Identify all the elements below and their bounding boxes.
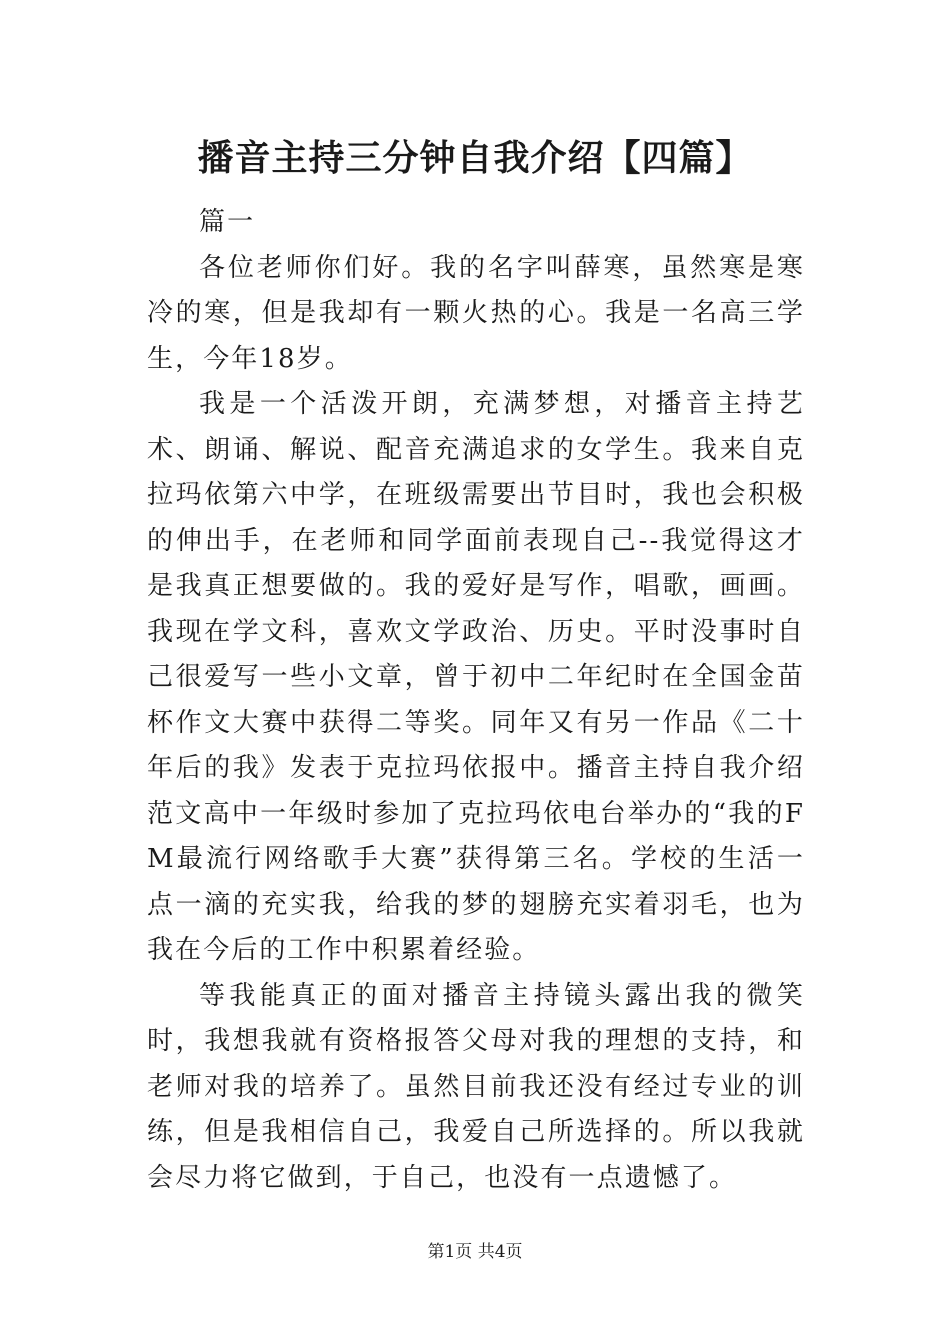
section-heading: 篇一: [199, 207, 256, 237]
paragraph-1: 各位老师你们好。我的名字叫薛寒，虽然寒是寒冷的寒，但是我却有一颗火热的心。我是一名高三学生，今年18岁。: [147, 252, 805, 374]
paragraph-2: 我是一个活泼开朗，充满梦想，对播音主持艺术、朗诵、解说、配音充满追求的女学生。我来自克拉玛依第六中学，在班级需要出节目时，我也会积极的伸出手，在老师和同学面前表现自己--我觉得这才是我真正想要做的。我的爱好是写作，唱歌，画画。我现在学文科，喜欢文学政治、历史。平时没事时自己很爱写一些小文章，曾于初中二年纪时在全国金苗杯作文大赛中获得二等奖。同年又有另一作品《二十年后的我》发表于克拉玛依报中。播音主持自我介绍范文高中一年级时参加了克拉玛依电台举办的“我的FM最流行网络歌手大赛”获得第三名。学校的生活一点一滴的充实我，给我的梦的翅膀充实着羽毛，也为我在今后的工作中积累着经验。: [147, 389, 805, 965]
document-body: [147, 200, 805, 1201]
page-number: 第1页 共4页: [427, 1242, 523, 1262]
document-title: 播音主持三分钟自我介绍【四篇】: [197, 137, 753, 179]
paragraph-3: 等我能真正的面对播音主持镜头露出我的微笑时，我想我就有资格报答父母对我的理想的支持，和老师对我的培养了。虽然目前我还没有经过专业的训练，但是我相信自己，我爱自己所选择的。所以我就会尽力将它做到，于自己，也没有一点遗憾了。: [147, 980, 805, 1193]
